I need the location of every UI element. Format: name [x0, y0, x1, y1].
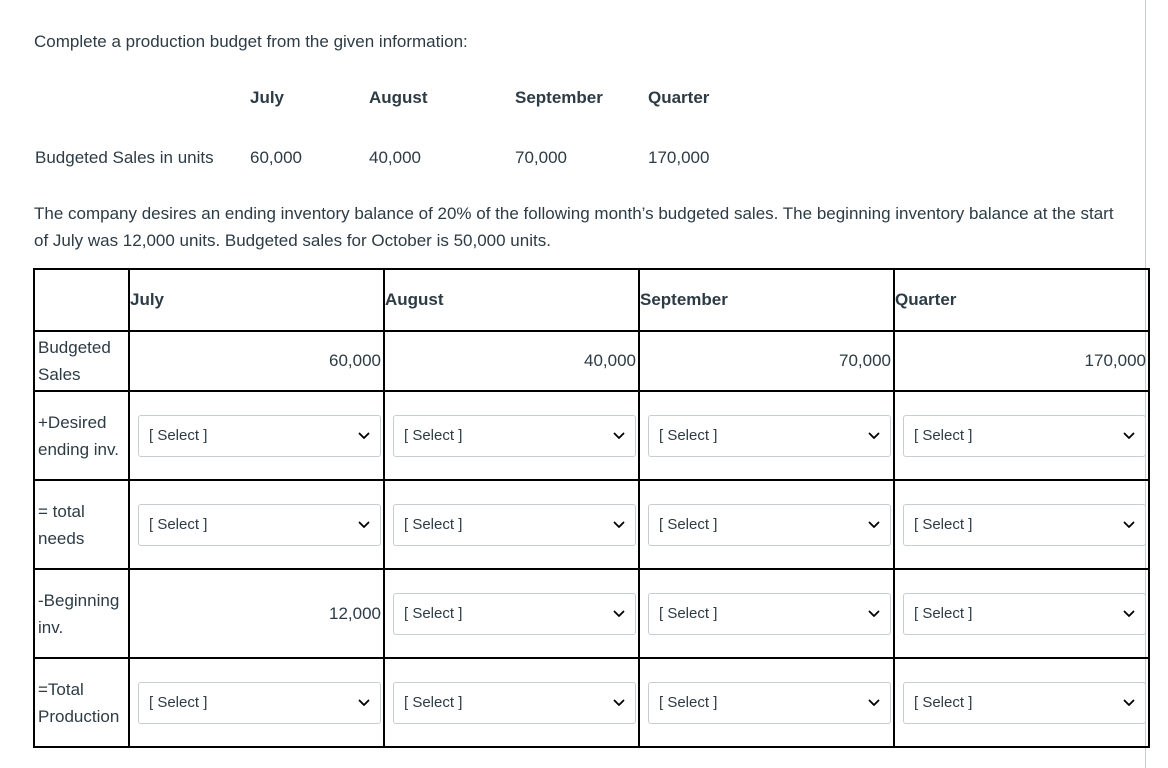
info-value-september: 70,000	[515, 148, 567, 167]
select-placeholder: [ Select ]	[404, 694, 463, 711]
answer-select-dropdown[interactable]	[138, 682, 381, 724]
chevron-down-icon	[1123, 699, 1135, 707]
select-placeholder: [ Select ]	[659, 516, 718, 533]
answer-select-dropdown[interactable]	[903, 504, 1146, 546]
budget-header-quarter: Quarter	[894, 269, 1149, 331]
budget-cell	[894, 480, 1149, 569]
problem-description: The company desires an ending inventory balance of 20% of the following month’s budgeted sales. The beginning inventory balance at the start of July was 12,000 units. Budgeted sales for October is 50,000 units.	[34, 204, 1114, 250]
budget-row	[34, 331, 1149, 391]
budget-cell	[384, 480, 639, 569]
info-header-august: August	[369, 88, 428, 107]
chevron-down-icon	[358, 521, 370, 529]
select-placeholder: [ Select ]	[404, 427, 463, 444]
budget-header-august: August	[384, 269, 639, 331]
chevron-down-icon	[868, 610, 880, 618]
budget-cell	[129, 658, 384, 747]
info-value-quarter: 170,000	[648, 148, 710, 167]
budget-row-label: =Total Production	[34, 658, 129, 747]
budget-cell	[384, 569, 639, 658]
budget-cell	[639, 658, 894, 747]
answer-select-dropdown[interactable]	[648, 593, 891, 635]
budget-cell	[639, 480, 894, 569]
budget-row-label: = total needs	[34, 480, 129, 569]
select-placeholder: [ Select ]	[659, 694, 718, 711]
answer-select-dropdown[interactable]	[138, 415, 381, 457]
answer-select-dropdown[interactable]	[648, 682, 891, 724]
answer-select-dropdown[interactable]	[393, 504, 636, 546]
budget-row	[34, 658, 1149, 747]
budget-body	[34, 331, 1149, 747]
chevron-down-icon	[613, 432, 625, 440]
chevron-down-icon	[613, 699, 625, 707]
select-placeholder: [ Select ]	[149, 694, 208, 711]
info-header-july: July	[250, 88, 285, 107]
info-value-july: 60,000	[250, 148, 302, 167]
select-placeholder: [ Select ]	[914, 516, 973, 533]
budget-cell	[129, 391, 384, 480]
info-row-label: Budgeted Sales in units	[35, 148, 214, 167]
budget-cell	[129, 480, 384, 569]
chevron-down-icon	[613, 610, 625, 618]
answer-select-dropdown[interactable]	[648, 504, 891, 546]
budget-row-label: +Desired ending inv.	[34, 391, 129, 480]
budget-row-label: -Beginning inv.	[34, 569, 129, 658]
select-placeholder: [ Select ]	[914, 427, 973, 444]
select-placeholder: [ Select ]	[914, 605, 973, 622]
budget-cell	[894, 658, 1149, 747]
chevron-down-icon	[358, 699, 370, 707]
budget-cell	[384, 658, 639, 747]
budget-row	[34, 391, 1149, 480]
chevron-down-icon	[1123, 521, 1135, 529]
select-placeholder: [ Select ]	[404, 516, 463, 533]
budget-value-cell: 40,000	[384, 331, 639, 391]
budget-cell	[894, 569, 1149, 658]
select-placeholder: [ Select ]	[149, 427, 208, 444]
answer-select-dropdown[interactable]	[903, 415, 1146, 457]
answer-select-dropdown[interactable]	[393, 415, 636, 457]
answer-select-dropdown[interactable]	[393, 593, 636, 635]
select-placeholder: [ Select ]	[404, 605, 463, 622]
answer-select-dropdown[interactable]	[903, 593, 1146, 635]
chevron-down-icon	[868, 699, 880, 707]
budget-corner-cell	[34, 269, 129, 331]
chevron-down-icon	[358, 432, 370, 440]
intro-text: Complete a production budget from the given information:	[34, 32, 468, 51]
budget-value-cell: 12,000	[129, 569, 384, 658]
answer-select-dropdown[interactable]	[648, 415, 891, 457]
production-budget-table	[33, 268, 1150, 748]
select-placeholder: [ Select ]	[149, 516, 208, 533]
budget-cell	[639, 569, 894, 658]
budget-value-cell: 60,000	[129, 331, 384, 391]
budget-cell	[894, 391, 1149, 480]
budget-row	[34, 569, 1149, 658]
budget-header-row	[34, 269, 1149, 331]
budget-cell	[384, 391, 639, 480]
budget-value-cell: 170,000	[894, 331, 1149, 391]
chevron-down-icon	[868, 521, 880, 529]
select-placeholder: [ Select ]	[659, 427, 718, 444]
budget-row-label: Budgeted Sales	[34, 331, 129, 391]
budget-row	[34, 480, 1149, 569]
chevron-down-icon	[613, 521, 625, 529]
budget-header-july: July	[129, 269, 384, 331]
answer-select-dropdown[interactable]	[393, 682, 636, 724]
info-value-august: 40,000	[369, 148, 421, 167]
answer-select-dropdown[interactable]	[138, 504, 381, 546]
budget-header-september: September	[639, 269, 894, 331]
budget-cell	[639, 391, 894, 480]
select-placeholder: [ Select ]	[659, 605, 718, 622]
info-header-quarter: Quarter	[648, 88, 710, 107]
answer-select-dropdown[interactable]	[903, 682, 1146, 724]
chevron-down-icon	[868, 432, 880, 440]
budget-value-cell: 70,000	[639, 331, 894, 391]
chevron-down-icon	[1123, 610, 1135, 618]
info-header-september: September	[515, 88, 603, 107]
select-placeholder: [ Select ]	[914, 694, 973, 711]
chevron-down-icon	[1123, 432, 1135, 440]
